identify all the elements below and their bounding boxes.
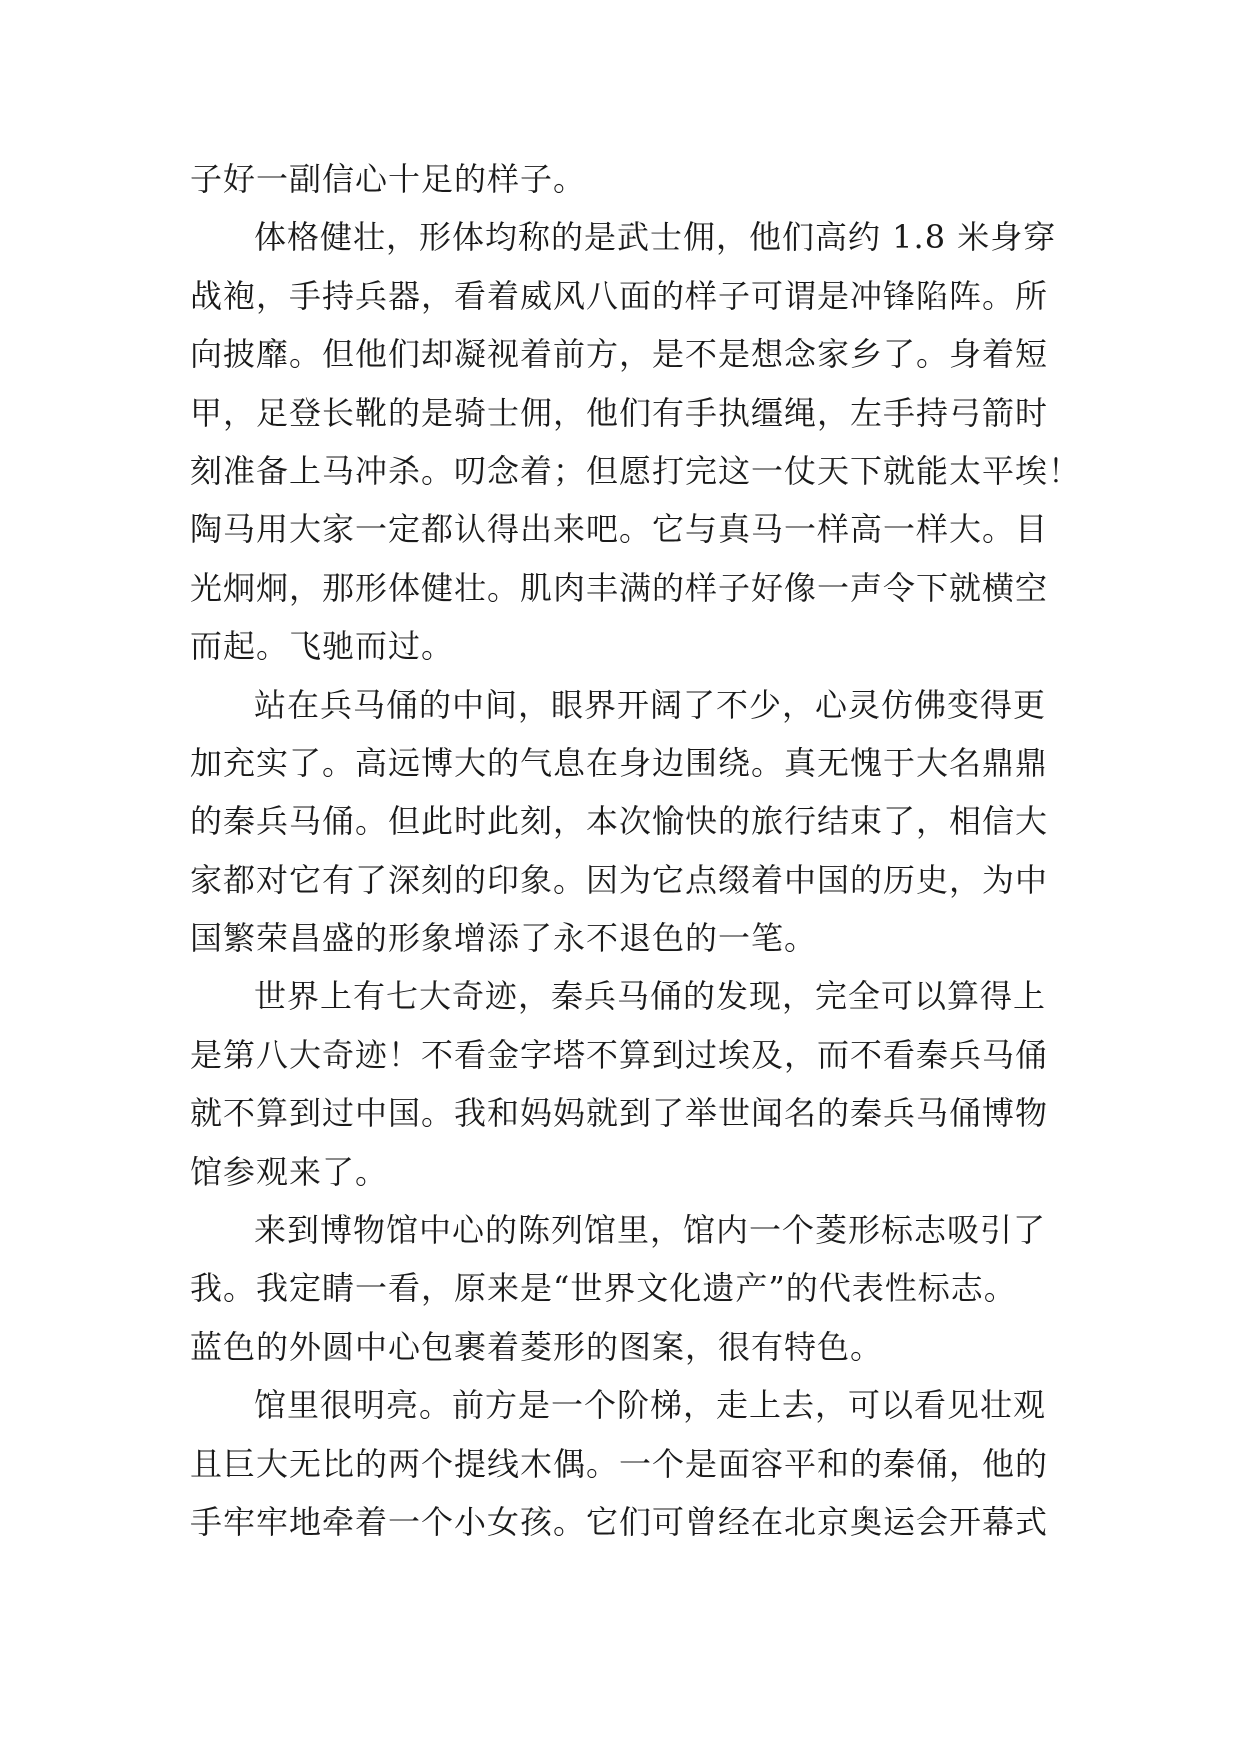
- text-line: 而起。飞驰而过。: [190, 627, 455, 666]
- text-line: 世界上有七大奇迹，秦兵马俑的发现，完全可以算得上: [254, 977, 1047, 1016]
- text-line: 就不算到过中国。我和妈妈就到了举世闻名的秦兵马俑博物: [190, 1094, 1049, 1133]
- text-line: 蓝色的外圆中心包裹着菱形的图案，很有特色。: [190, 1327, 884, 1366]
- text-line: 体格健壮，形体均称的是武士佣，他们高约 1.8 米身穿: [254, 218, 1057, 257]
- text-line: 是第八大奇迹！不看金字塔不算到过埃及，而不看秦兵马俑: [190, 1035, 1049, 1074]
- document-body: [190, 150, 1082, 1551]
- text-line: 陶马用大家一定都认得出来吧。它与真马一样高一样大。目: [190, 510, 1049, 549]
- text-line: 家都对它有了深刻的印象。因为它点缀着中国的历史，为中: [190, 860, 1049, 899]
- text-line: 战袍，手持兵器，看着威风八面的样子可谓是冲锋陷阵。所: [190, 276, 1049, 315]
- text-line: 国繁荣昌盛的形象增添了永不退色的一笔。: [190, 919, 818, 958]
- text-line: 的秦兵马俑。但此时此刻，本次愉快的旅行结束了，相信大: [190, 802, 1049, 841]
- text-line: 刻准备上马冲杀。叨念着；但愿打完这一仗天下就能太平埃！: [190, 451, 1082, 490]
- text-line: 子好一副信心十足的样子。: [190, 160, 587, 198]
- text-line: 馆参观来了。: [190, 1152, 389, 1191]
- text-line: 向披靡。但他们却凝视着前方，是不是想念家乡了。身着短: [190, 335, 1049, 374]
- text-line: 馆里很明亮。前方是一个阶梯，走上去，可以看见壮观: [254, 1386, 1047, 1425]
- text-line: 来到博物馆中心的陈列馆里，馆内一个菱形标志吸引了: [254, 1211, 1047, 1250]
- text-line: 且巨大无比的两个提线木偶。一个是面容平和的秦俑，他的: [190, 1444, 1049, 1483]
- text-line: 我。我定睛一看，原来是“世界文化遗产”的代表性标志。: [190, 1269, 1017, 1308]
- text-line: 甲，足登长靴的是骑士佣，他们有手执缰绳，左手持弓箭时: [190, 393, 1049, 432]
- text-line: 手牢牢地牵着一个小女孩。它们可曾经在北京奥运会开幕式: [190, 1502, 1049, 1541]
- text-line: 光炯炯，那形体健壮。肌肉丰满的样子好像一声令下就横空: [190, 568, 1049, 607]
- text-line: 加充实了。高远博大的气息在身边围绕。真无愧于大名鼎鼎: [190, 743, 1049, 782]
- text-line: 站在兵马俑的中间，眼界开阔了不少，心灵仿佛变得更: [254, 685, 1047, 724]
